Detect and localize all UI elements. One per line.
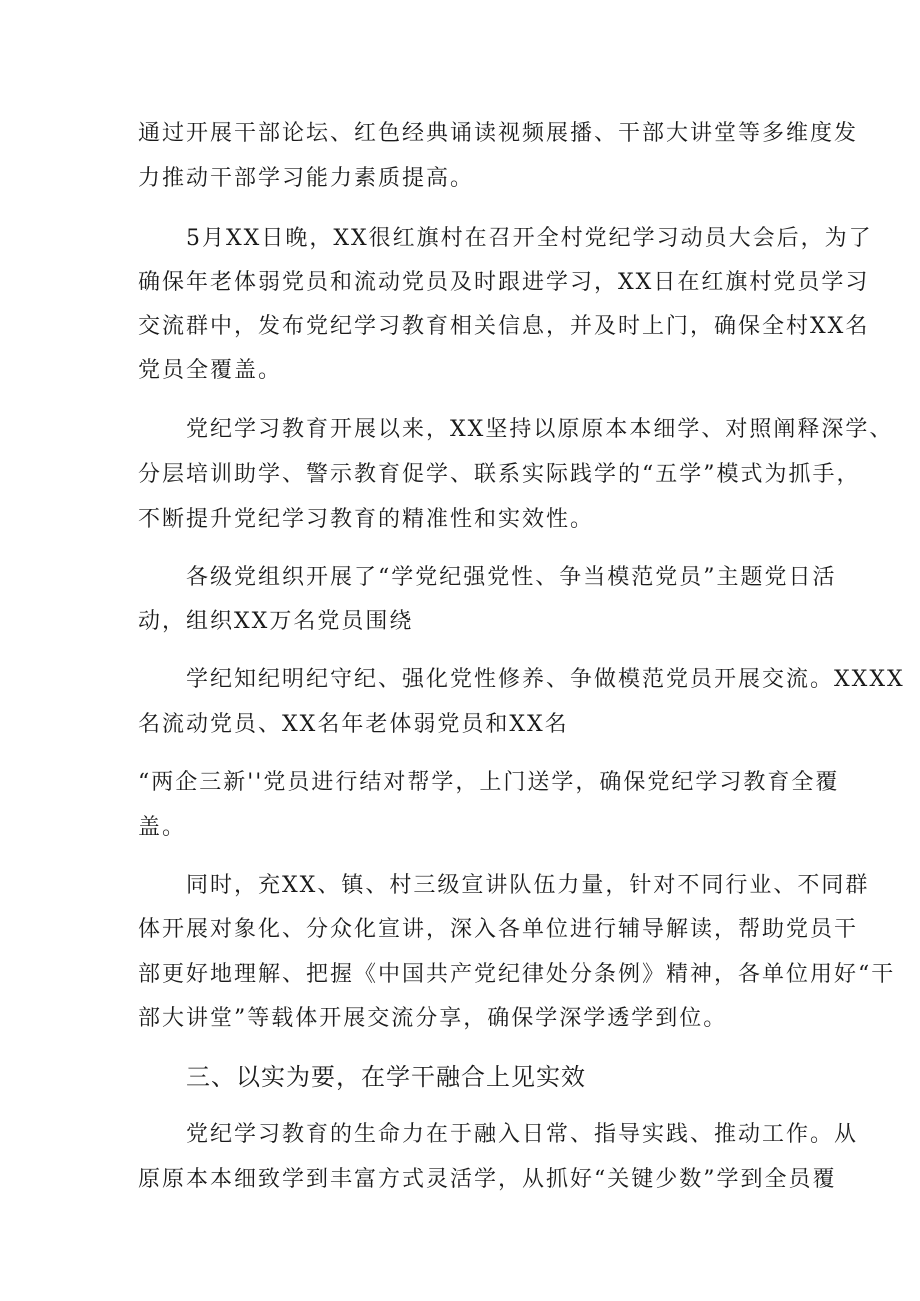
paragraph-2-line-3: 交流群中，发布党纪学习教育相关信息，并及时上门，确保全村XX名 <box>138 314 870 339</box>
paragraph-1-line-1: 通过开展干部论坛、红色经典诵读视频展播、干部大讲堂等多维度发 <box>138 121 859 146</box>
paragraph-2-line-2: 确保年老体弱党员和流动党员及时跟进学习，XX日在红旗村党员学习 <box>138 270 870 295</box>
paragraph-7-line-3: 部更好地理解、把握《中国共产党纪律处分条例》精神，各单位用好“干 <box>138 962 896 987</box>
paragraph-5-line-2: 名流动党员、XX名年老体弱党员和XX名 <box>138 712 569 737</box>
paragraph-4-line-2: 动，组织XX万名党员围绕 <box>138 609 414 634</box>
paragraph-2-line-4: 党员全覆盖。 <box>138 358 283 383</box>
section-heading: 三、以实为要，在学干融合上见实效 <box>186 1063 586 1091</box>
paragraph-5-line-1: 学纪知纪明纪守纪、强化党性修养、争做模范党员开展交流。XXXX <box>186 667 905 692</box>
paragraph-7-line-1: 同时，充XX、镇、村三级宣讲队伍力量，针对不同行业、不同群 <box>186 873 870 898</box>
paragraph-2-line-1: 5月XX日晚，XX很红旗村在召开全村党纪学习动员大会后，为了 <box>186 226 873 251</box>
paragraph-4-line-1: 各级党组织开展了“学党纪强党性、争当模范党员”主题党日活 <box>186 565 837 590</box>
paragraph-6-line-2: 盖。 <box>138 815 187 840</box>
paragraph-6-line-1: “两企三新''党员进行结对帮学，上门送学，确保党纪学习教育全覆 <box>138 770 840 795</box>
closing-paragraph-line-1: 党纪学习教育的生命力在于融入日常、指导实践、推动工作。从 <box>186 1122 859 1147</box>
paragraph-1-line-2: 力推动干部学习能力素质提高。 <box>138 166 475 191</box>
paragraph-7-line-4: 部大讲堂”等载体开展交流分享，确保学深学透学到位。 <box>138 1006 728 1031</box>
paragraph-7-line-2: 体开展对象化、分众化宣讲，深入各单位进行辅导解读，帮助党员干 <box>138 917 859 942</box>
closing-paragraph-line-2: 原原本本细致学到丰富方式灵活学，从抓好“关键少数”学到全员覆 <box>138 1167 837 1192</box>
paragraph-3-line-1: 党纪学习教育开展以来，XX坚持以原原本本细学、对照阐释深学、 <box>186 417 894 442</box>
paragraph-3-line-3: 不断提升党纪学习教育的精准性和实效性。 <box>138 507 595 532</box>
paragraph-3-line-2: 分层培训助学、警示教育促学、联系实际践学的“五学”模式为抓手， <box>138 462 861 487</box>
